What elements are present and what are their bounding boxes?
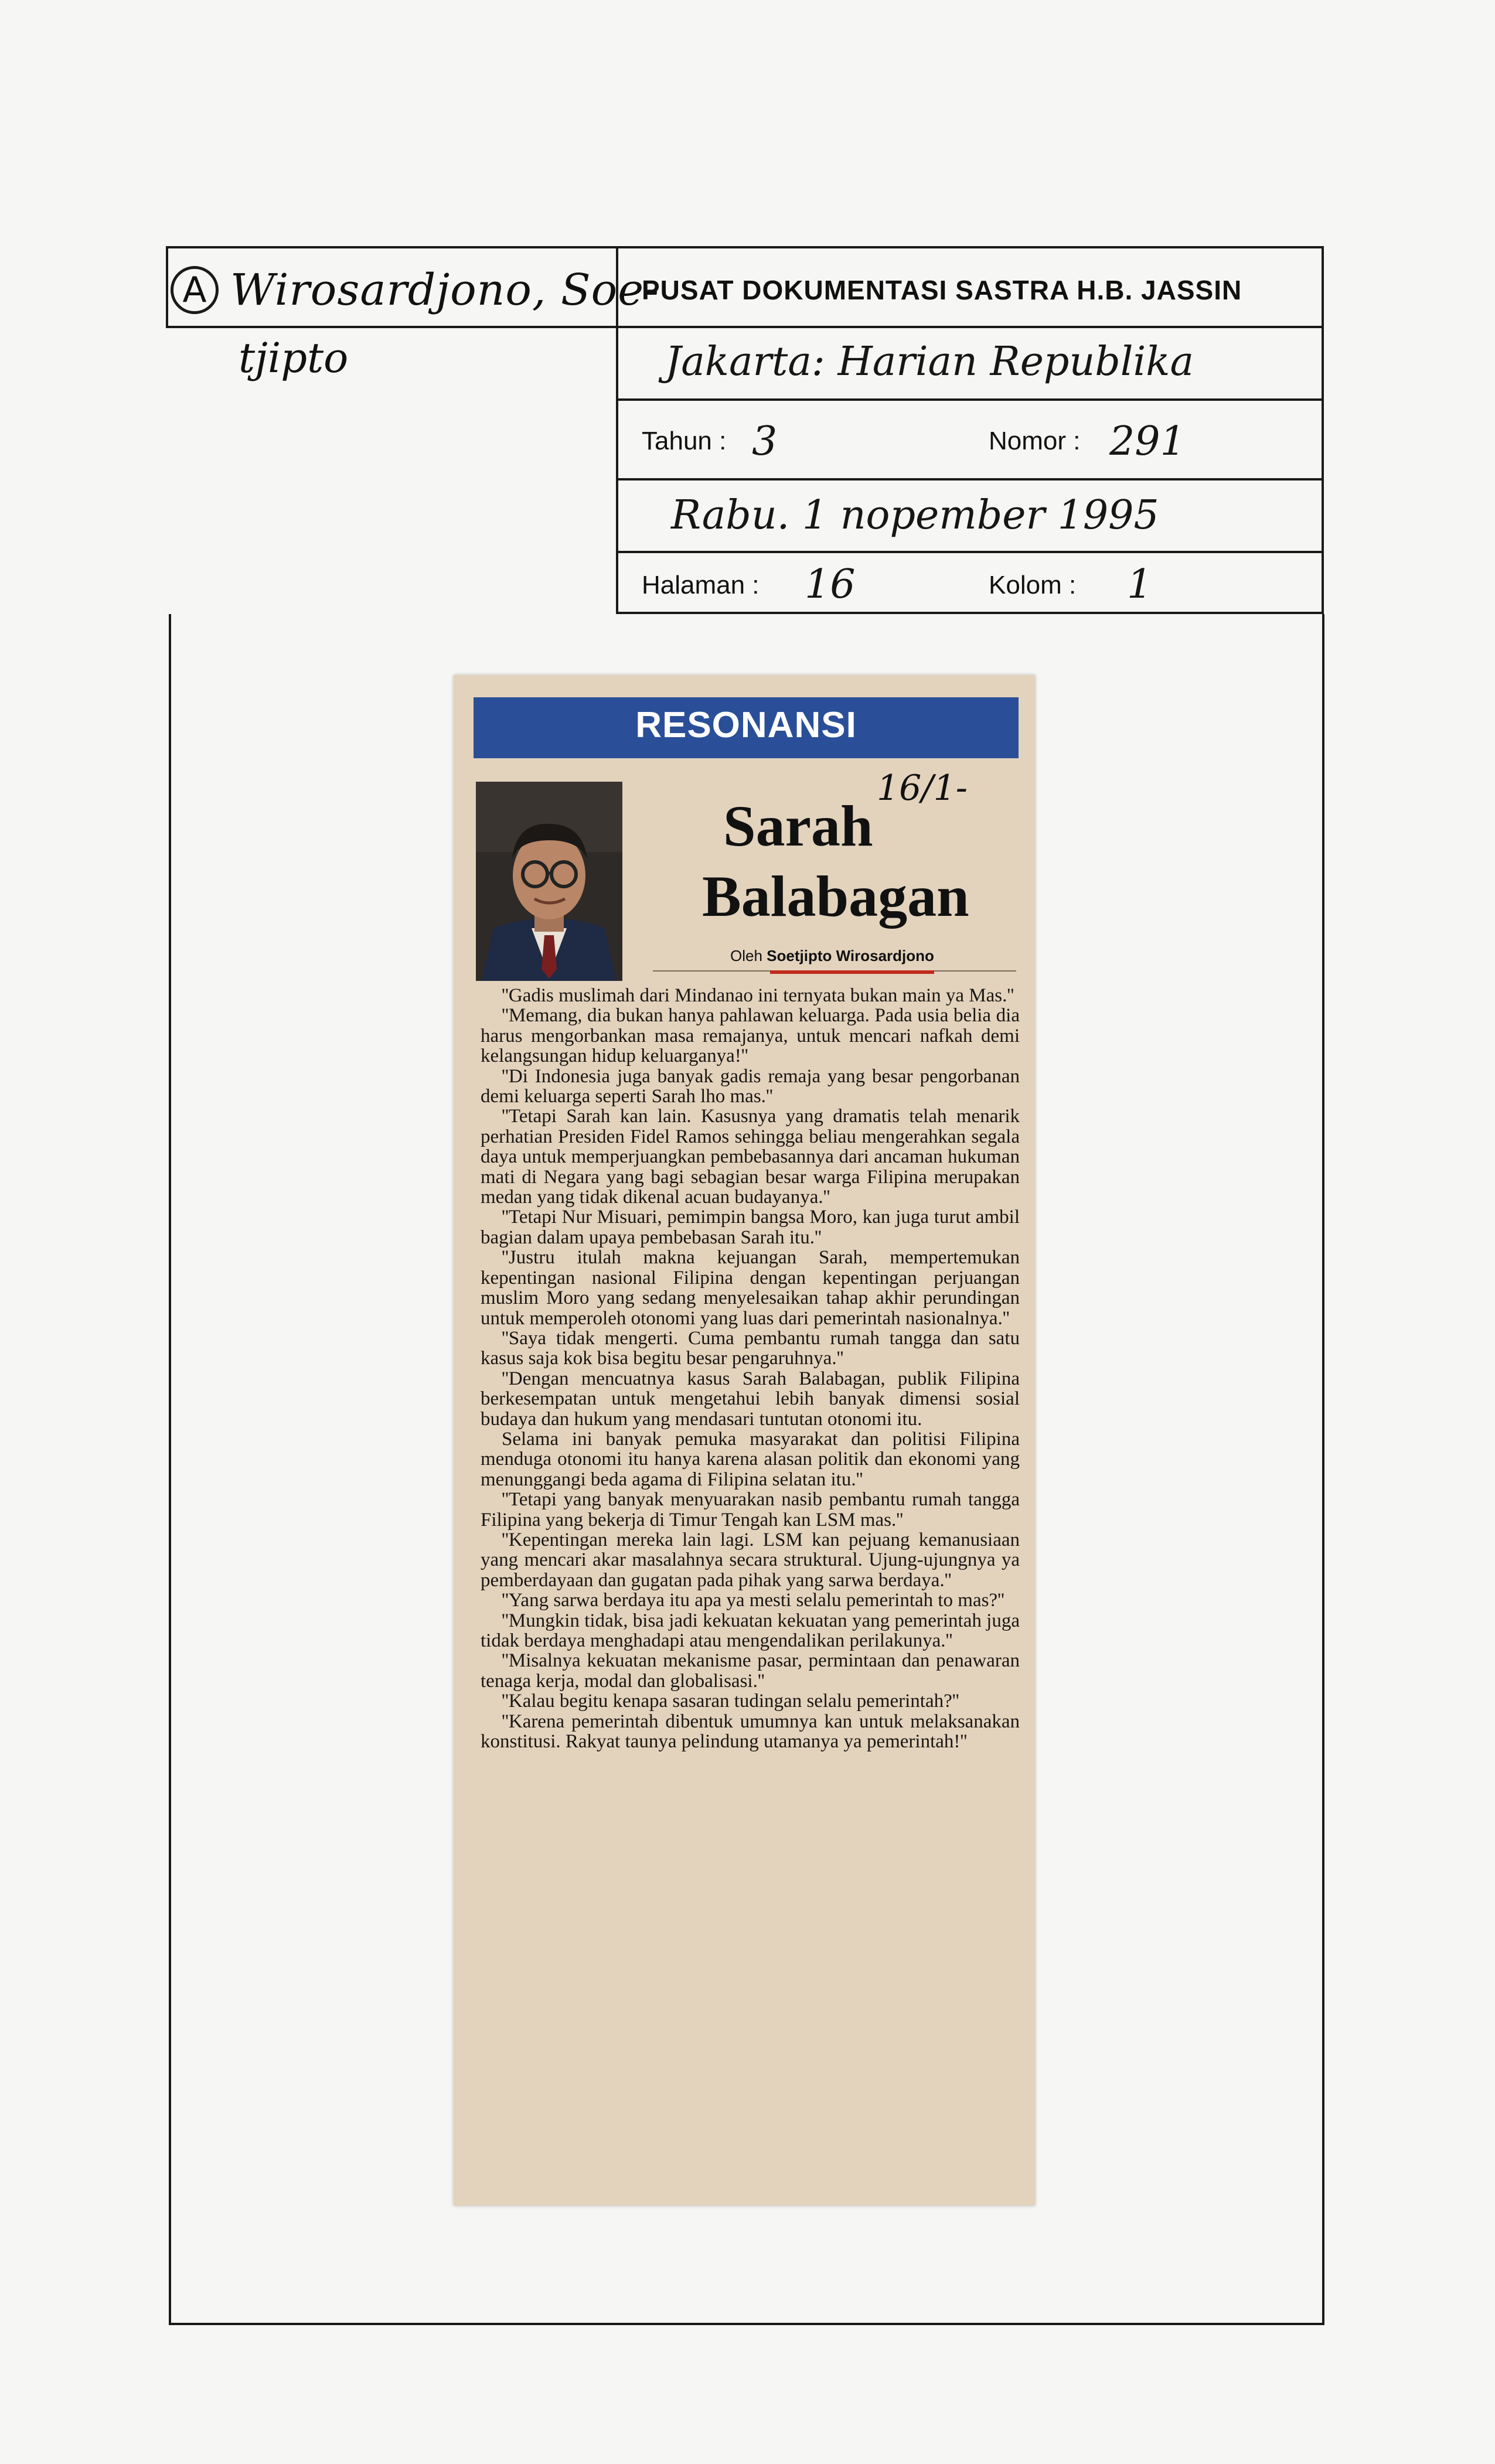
article-paragraph: ''Justru itulah makna kejuangan Sarah, mempertemukan kepentingan nasional Filipina dengan kepentingan perjuangan muslim Moro yang sedang menyelesaikan tahap akhir perundingan untuk memperoleh otonomi yang luas dari pemerintah nasionalnya.'' [481, 1247, 1020, 1329]
newspaper-clipping [454, 675, 1035, 2206]
date-value: Rabu. 1 nopember 1995 [671, 492, 1159, 539]
byline-prefix: Oleh [730, 947, 762, 965]
institution-name: PUSAT DOKUMENTASI SASTRA H.B. JASSIN [642, 275, 1242, 305]
article-paragraph: ''Tetapi yang banyak menyuarakan nasib pembantu rumah tangga Filipina yang bekerja di Timur Tengah kan LSM mas.'' [481, 1489, 1020, 1531]
author-name-line1: Wirosardjono, Soe- [230, 265, 659, 315]
rubric-banner [474, 697, 1019, 758]
source-value: Jakarta: Harian Republika [665, 339, 1194, 385]
author-index-mark: A [171, 266, 219, 314]
author-portrait-photo [476, 782, 622, 981]
article-paragraph: ''Misalnya kekuatan mekanisme pasar, permintaan dan penawaran tenaga kerja, modal dan globalisasi.'' [481, 1650, 1020, 1692]
author-name-line2: tjipto [239, 334, 349, 382]
article-paragraph: Selama ini banyak pemuka masyarakat dan politisi Filipina menduga otonomi itu hanya karena alasan politik dan ekonomi yang menunggangi beda agama di Filipina selatan itu.'' [481, 1428, 1020, 1490]
kolom-value: 1 [1127, 561, 1153, 608]
article-paragraph: ''Yang sarwa berdaya itu apa ya mesti selalu pemerintah to mas?'' [502, 1590, 1004, 1611]
byline [730, 947, 934, 965]
article-paragraph: ''Tetapi Sarah kan lain. Kasusnya yang dramatis telah menarik perhatian Presiden Fidel Ramos sehingga beliau mengerahkan segala daya untuk memperjuangkan pembebasannya dari ancaman hukuman mati di Negara yang bagi sebagian besar warga Filipina merupakan medan yang tidak dikenal acuan budayanya.'' [481, 1106, 1020, 1208]
byline-accent-rule [770, 970, 934, 974]
article-paragraph: ''Gadis muslimah dari Mindanao ini ternyata bukan main ya Mas.'' [502, 985, 1014, 1006]
article-paragraph: ''Mungkin tidak, bisa jadi kekuatan kekuatan yang pemerintah juga tidak berdaya menghadapi atau mengendalikan perilakunya.'' [481, 1610, 1020, 1651]
metadata-table [616, 246, 1324, 614]
article-paragraph: ''Memang, dia bukan hanya pahlawan keluarga. Pada usia belia dia harus mengorbankan masa remajanya, untuk mencari nafkah demi kelangsungan hidup keluarganya!'' [481, 1005, 1020, 1067]
article-paragraph: ''Kepentingan mereka lain lagi. LSM kan pejuang kemanusiaan yang mencari akar masalahnya secara struktural. Ujung-ujungnya ya pemberdayaan dan gugatan pada pihak yang sarwa berdaya.'' [481, 1529, 1020, 1591]
byline-author: Soetjipto Wirosardjono [767, 947, 934, 965]
nomor-value: 291 [1109, 418, 1186, 465]
article-paragraph: ''Kalau begitu kenapa sasaran tudingan selalu pemerintah?'' [502, 1691, 959, 1712]
article-paragraph: ''Di Indonesia juga banyak gadis remaja yang besar pengorbanan demi keluarga seperti Sarah lho mas.'' [481, 1065, 1020, 1107]
article-paragraph: ''Saya tidak mengerti. Cuma pembantu rumah tangga dan satu kasus saja kok bisa begitu besar pengaruhnya.'' [481, 1327, 1020, 1369]
nomor-label: Nomor : [989, 427, 1081, 455]
portrait-illustration [476, 782, 622, 981]
rubric-title: RESONANSI [635, 705, 857, 745]
halaman-value: 16 [805, 561, 856, 608]
tahun-label: Tahun : [642, 427, 727, 455]
halaman-label: Halaman : [642, 571, 760, 599]
handwritten-page-note: 16/1- [877, 768, 968, 809]
tahun-value: 3 [752, 418, 778, 465]
institution-row [618, 248, 1322, 328]
kolom-label: Kolom : [989, 571, 1077, 599]
article-body [481, 986, 1020, 1751]
article-paragraph: ''Tetapi Nur Misuari, pemimpin bangsa Moro, kan juga turut ambil bagian dalam upaya pembebasan Sarah itu.'' [481, 1207, 1020, 1248]
date-row [618, 480, 1322, 553]
tahun-nomor-row [618, 401, 1322, 480]
documentation-form-header [166, 246, 1324, 614]
headline-line-1: Sarah [723, 793, 873, 858]
halaman-kolom-row [618, 553, 1322, 614]
headline-line-2: Balabagan [702, 864, 969, 929]
source-row [618, 328, 1322, 401]
article-paragraph: ''Dengan mencuatnya kasus Sarah Balabagan, publik Filipina berkesempatan untuk mengetahui lebih banyak dimensi sosial budaya dan hukum yang mendasari tuntutan otonomi itu. [481, 1368, 1020, 1430]
article-paragraph: ''Karena pemerintah dibentuk umumnya kan untuk melaksanakan konstitusi. Rakyat taunya pelindung utamanya ya pemerintah!'' [481, 1710, 1020, 1753]
